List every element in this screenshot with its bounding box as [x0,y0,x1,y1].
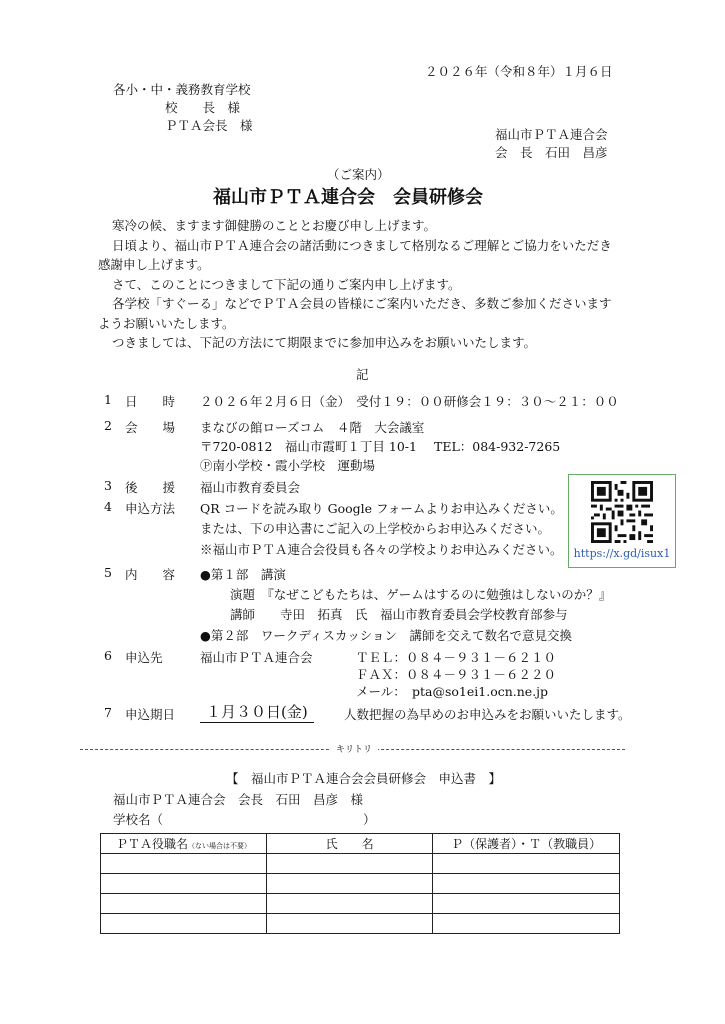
lecturer: 講師 寺田 拓真 氏 福山市教育委員会学校教育部参与 [230,607,568,622]
contact-tel: ＴＥＬ：０８４－９３１－６２１０ [356,650,557,665]
item-1-value: ２０２６年２月６日（金） 受付１９：００研修会１９：３０～２１：００ [200,394,619,409]
body-paragraph: 寒冷の候、ますます御健勝のこととお慶び申し上げます。 [112,218,437,233]
apply-method-line-2: または、下の申込書にご記入の上学校からお申込みください。 [200,521,551,536]
item-5-label: 内 容 [125,567,176,582]
cut-label: キリトリ [330,742,378,755]
table-cell[interactable] [433,874,620,894]
item-5-number: 5 [104,565,112,580]
item-1-label: 日 時 [125,394,176,409]
sender-org: 福山市ＰＴＡ連合会 [495,127,608,142]
item-4-label: 申込方法 [125,501,176,516]
table-row [101,894,620,914]
apply-method-line-3: ※福山市ＰＴＡ連合会役員も各々の学校よりお申込みください。 [200,542,563,557]
item-6-label: 申込先 [125,650,163,665]
application-table [100,833,620,934]
contact-mail[interactable]: メール： pta@so1ei1.ocn.ne.jp [356,684,549,699]
table-cell[interactable] [267,914,433,934]
table-cell[interactable] [101,914,267,934]
deadline [200,701,314,723]
date: ２０２６年（令和８年）１月６日 [425,64,613,79]
item-1-number: 1 [104,392,112,407]
column-header-type: Ｐ（保護者）・Ｔ（教職員） [433,834,620,854]
column-header-role-label: ＰＴＡ役職名 [116,837,189,851]
sender-name: 会 長 石田 昌彦 [495,145,608,160]
deadline-value: １月３０日(金) [200,701,314,723]
column-header-role-note: （ない場合は不要） [188,842,252,850]
form-title: 【 福山市ＰＴＡ連合会会員研修会 申込書 】 [226,771,502,786]
page-title: 福山市ＰＴＡ連合会 会員研修会 [213,187,483,208]
form-addressee: 福山市ＰＴＡ連合会 会長 石田 昌彦 様 [113,792,364,807]
qr-code-box[interactable] [568,474,676,568]
table-cell[interactable] [267,894,433,914]
table-header-row [101,834,620,854]
recipient-line-2: 校 長 様 [165,100,241,115]
qr-code-icon [591,481,653,543]
item-2-number: 2 [104,418,112,433]
venue-address: 〒720-0812 福山市霞町１丁目 10-1 [200,439,417,454]
column-header-name: 氏 名 [267,834,433,854]
table-row [101,914,620,934]
item-6-number: 6 [104,648,112,663]
part-1-heading: ●第１部 講演 [200,567,286,582]
item-7-label: 申込期日 [125,707,176,722]
table-cell[interactable] [433,914,620,934]
table-row [101,874,620,894]
table-row [101,854,620,874]
apply-method-line-1: QR コードを読み取り Google フォームよりお申込みください。 [200,501,563,516]
table-cell[interactable] [101,894,267,914]
part-2-heading: ●第２部 ワークディスカッション 講師を交えて数名で意見交換 [200,628,573,643]
item-2-value: まなびの館ローズコム ４階 大会議室 [200,420,425,435]
item-6-value: 福山市ＰＴＡ連合会 [200,650,313,665]
item-3-value: 福山市教育委員会 [200,480,301,495]
table-cell[interactable] [433,854,620,874]
table-cell[interactable] [267,854,433,874]
venue-parking: Ⓟ南小学校・霞小学校 運動場 [200,458,376,473]
qr-url[interactable]: https://x.gd/isux1 [573,547,671,560]
body-paragraph: 各学校「すぐーる」などでＰＴＡ会員の皆様にご案内いただき、多数ご参加くださいますようお願いいたします。 [98,296,612,331]
lecture-theme: 演題 『なぜこどもたちは、ゲームはするのに勉強はしないのか？』 [230,587,612,602]
item-4-number: 4 [104,499,112,514]
venue-tel: TEL：084-932-7265 [434,439,561,454]
recipient-line-1: 各小・中・義務教育学校 [113,82,251,97]
body-paragraph: さて、このことにつきまして下記の通りご案内申し上げます。 [112,276,461,292]
item-3-label: 後 援 [125,480,176,495]
table-cell[interactable] [101,854,267,874]
table-cell[interactable] [433,894,620,914]
table-cell[interactable] [101,874,267,894]
table-cell[interactable] [267,874,433,894]
form-school-name[interactable]: 学校名（ ） [113,812,376,827]
deadline-note: 人数把握の為早めのお申込みをお願いいたします。 [344,707,631,722]
ki-heading: 記 [356,367,369,382]
item-3-number: 3 [104,478,112,493]
contact-fax: ＦＡＸ：０８４－９３１－６２２０ [356,667,557,682]
item-7-number: 7 [104,705,112,720]
column-header-role [101,834,267,854]
item-2-label: 会 場 [125,420,176,435]
recipient-line-3: ＰＴＡ会長 様 [165,118,253,133]
title-sub: （ご案内） [327,167,390,182]
body-paragraph: つきましては、下記の方法にて期限までに参加申込みをお願いいたします。 [112,335,537,350]
body-paragraph: 日頃より、福山市ＰＴＡ連合会の諸活動につきまして格別なるご理解とご協力をいただき感謝申し上げます。 [98,237,612,272]
body-text [98,216,623,353]
